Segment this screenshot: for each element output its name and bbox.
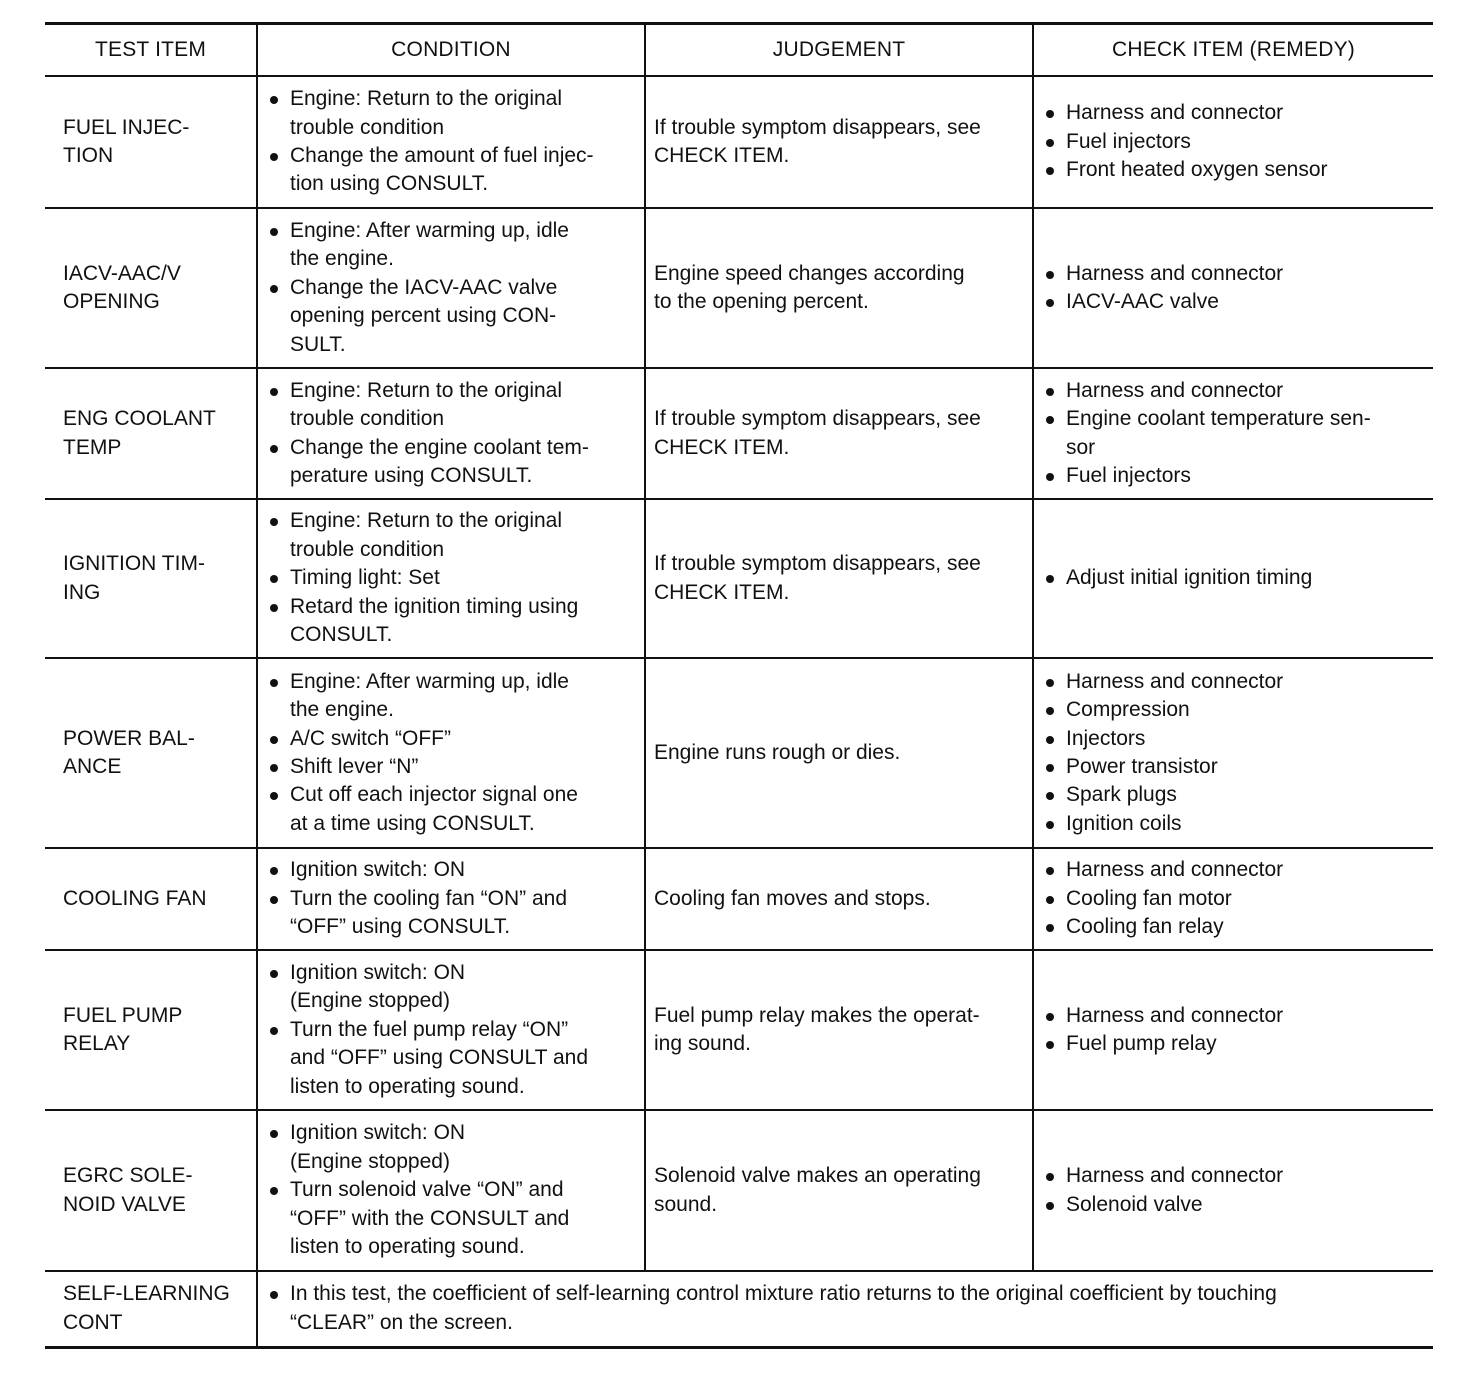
check-item-list xyxy=(1042,260,1425,317)
bullet-item xyxy=(266,1119,636,1176)
bullet-item xyxy=(1042,1162,1425,1190)
test-item-name xyxy=(63,405,248,462)
bullet-text: “OFF” with the CONSULT and xyxy=(290,1206,570,1230)
judgement-text-line: Engine runs rough or dies. xyxy=(654,740,901,764)
bullet-item xyxy=(266,274,636,359)
test-item-cell xyxy=(45,368,257,499)
bullet-item xyxy=(1042,156,1425,184)
bullet-text: Ignition coils xyxy=(1066,811,1182,835)
check-item-cell xyxy=(1033,1110,1433,1271)
bullet-item xyxy=(266,1016,636,1101)
bullet-text: Engine coolant temperature sen- xyxy=(1066,407,1371,431)
bullet-text: In this test, the coefficient of self-learning control mixture ratio returns to the original coefficient by touching xyxy=(290,1282,1277,1306)
test-item-name-line: COOLING FAN xyxy=(63,886,207,910)
bullet-item xyxy=(1042,885,1425,913)
test-item-name-line: IGNITION TIM- xyxy=(63,552,205,576)
judgement-text xyxy=(654,114,1024,171)
bullet-text: Engine: Return to the original xyxy=(290,509,563,533)
bullet-item xyxy=(266,781,636,838)
test-item-cell xyxy=(45,1110,257,1271)
condition-cell xyxy=(257,76,645,208)
bullet-text: at a time using CONSULT. xyxy=(290,811,535,835)
bullet-text: Harness and connector xyxy=(1066,261,1284,285)
bullet-text: tion using CONSULT. xyxy=(290,172,489,196)
bullet-text: SULT. xyxy=(290,332,346,356)
judgement-text xyxy=(654,550,1024,607)
bullet-text: sor xyxy=(1066,435,1096,459)
judgement-text-line: If trouble symptom disappears, see xyxy=(654,115,981,139)
condition-list xyxy=(266,507,636,649)
test-item-name xyxy=(63,1162,248,1219)
judgement-text-line: If trouble symptom disappears, see xyxy=(654,552,981,576)
test-table-page xyxy=(45,22,1433,1349)
bullet-text: Harness and connector xyxy=(1066,858,1284,882)
bullet-text: Shift lever “N” xyxy=(290,755,419,778)
judgement-cell xyxy=(645,76,1033,208)
judgement-text-line: Solenoid valve makes an operating xyxy=(654,1164,981,1188)
bullet-item xyxy=(1042,1191,1425,1219)
judgement-text xyxy=(654,260,1024,317)
check-item-list xyxy=(1042,377,1425,491)
condition-cell xyxy=(257,208,645,368)
check-item-cell xyxy=(1033,368,1433,499)
bullet-text: Change the IACV-AAC valve xyxy=(290,275,558,299)
table-row xyxy=(45,658,1433,848)
bullet-text: Harness and connector xyxy=(1066,1003,1284,1027)
bullet-text: Engine: After warming up, idle xyxy=(290,218,569,242)
bullet-text: listen to operating sound. xyxy=(290,1235,525,1259)
table-row xyxy=(45,1110,1433,1271)
bullet-text: Fuel injectors xyxy=(1066,129,1191,153)
table-row xyxy=(45,950,1433,1110)
judgement-cell xyxy=(645,208,1033,368)
condition-cell xyxy=(257,658,645,848)
self-learning-description-list xyxy=(266,1280,1425,1337)
bullet-text: trouble condition xyxy=(290,537,445,561)
test-item-name-line: FUEL INJEC- xyxy=(63,115,190,139)
bullet-text: Retard the ignition timing using xyxy=(290,594,579,618)
test-item-name-line: TION xyxy=(63,144,114,167)
bullet-text: Change the engine coolant tem- xyxy=(290,435,589,459)
condition-cell xyxy=(257,950,645,1110)
bullet-item xyxy=(1042,260,1425,288)
bullet-text: (Engine stopped) xyxy=(290,1149,450,1173)
bullet-text: Compression xyxy=(1066,698,1190,722)
test-item-cell xyxy=(45,848,257,950)
header-row xyxy=(45,24,1433,77)
test-item-name-line: POWER BAL- xyxy=(63,726,195,750)
bullet-text: A/C switch “OFF” xyxy=(290,726,451,750)
table-row xyxy=(45,848,1433,950)
test-item-name xyxy=(63,885,248,913)
bullet-item xyxy=(266,885,636,942)
judgement-cell xyxy=(645,658,1033,848)
table-row xyxy=(45,368,1433,499)
test-item-cell xyxy=(45,499,257,658)
bullet-item xyxy=(1042,753,1425,781)
header-check-item: CHECK ITEM (REMEDY) xyxy=(1033,24,1433,77)
judgement-text-line: ing sound. xyxy=(654,1032,751,1055)
header-test-item: TEST ITEM xyxy=(45,24,257,77)
judgement-text-line: CHECK ITEM. xyxy=(654,580,790,604)
test-item-name-line: OPENING xyxy=(63,290,160,313)
test-item-name xyxy=(63,725,248,782)
test-item-name xyxy=(63,550,248,607)
test-item-name-line: TEMP xyxy=(63,435,122,459)
check-item-list xyxy=(1042,1162,1425,1219)
judgement-text-line: Engine speed changes according xyxy=(654,261,965,285)
bullet-text: perature using CONSULT. xyxy=(290,463,533,487)
bullet-text: Turn the cooling fan “ON” and xyxy=(290,886,568,910)
test-item-cell xyxy=(45,208,257,368)
bullet-text: “CLEAR” on the screen. xyxy=(290,1310,513,1334)
check-item-cell xyxy=(1033,848,1433,950)
bullet-text: Engine: Return to the original xyxy=(290,87,563,111)
bullet-item xyxy=(1042,405,1425,462)
bullet-text: Change the amount of fuel injec- xyxy=(290,144,594,167)
bullet-text: (Engine stopped) xyxy=(290,989,450,1013)
bullet-text: and “OFF” using CONSULT and xyxy=(290,1046,588,1070)
bullet-item xyxy=(1042,668,1425,696)
table-row xyxy=(45,208,1433,368)
bullet-item xyxy=(266,1280,1425,1337)
bullet-item xyxy=(266,85,636,142)
test-item-name xyxy=(63,1002,248,1059)
table-row xyxy=(45,76,1433,208)
check-item-list xyxy=(1042,1002,1425,1059)
bullet-text: Power transistor xyxy=(1066,755,1218,778)
bullet-text: Front heated oxygen sensor xyxy=(1066,158,1328,182)
judgement-text-line: Cooling fan moves and stops. xyxy=(654,886,931,910)
check-item-cell xyxy=(1033,499,1433,658)
check-item-list xyxy=(1042,564,1425,592)
judgement-text xyxy=(654,405,1024,462)
test-item-name-line: ENG COOLANT xyxy=(63,407,216,431)
bullet-text: Cut off each injector signal one xyxy=(290,783,578,807)
test-item-name-line: EGRC SOLE- xyxy=(63,1164,193,1188)
check-item-cell xyxy=(1033,208,1433,368)
bullet-text: Harness and connector xyxy=(1066,378,1284,402)
bullet-item xyxy=(1042,128,1425,156)
bullet-text: the engine. xyxy=(290,247,394,271)
bullet-text: CONSULT. xyxy=(290,623,393,647)
bullet-text: trouble condition xyxy=(290,407,445,431)
condition-list xyxy=(266,1119,636,1261)
test-item-cell xyxy=(45,658,257,848)
judgement-text xyxy=(654,1002,1024,1059)
condition-cell xyxy=(257,499,645,658)
test-item-cell xyxy=(45,1271,257,1347)
bullet-item xyxy=(266,753,636,781)
bullet-item xyxy=(1042,856,1425,884)
bullet-item xyxy=(1042,462,1425,490)
bullet-text: opening percent using CON- xyxy=(290,304,557,328)
test-item-name-line: CONT xyxy=(63,1310,123,1334)
bullet-text: Solenoid valve xyxy=(1066,1192,1203,1216)
bullet-item xyxy=(266,434,636,491)
bullet-text: Timing light: Set xyxy=(290,566,440,590)
check-item-list xyxy=(1042,668,1425,838)
bullet-text: Turn the fuel pump relay “ON” xyxy=(290,1017,569,1041)
table-row xyxy=(45,1271,1433,1347)
test-item-name-line: ING xyxy=(63,580,101,604)
check-item-cell xyxy=(1033,76,1433,208)
condition-list xyxy=(266,856,636,941)
bullet-text: trouble condition xyxy=(290,115,445,139)
bullet-text: Injectors xyxy=(1066,726,1146,750)
test-item-name xyxy=(63,1280,248,1337)
bullet-item xyxy=(266,377,636,434)
bullet-item xyxy=(1042,377,1425,405)
bullet-item xyxy=(1042,1002,1425,1030)
bullet-item xyxy=(1042,781,1425,809)
bullet-text: Engine: After warming up, idle xyxy=(290,669,569,693)
bullet-item xyxy=(266,593,636,650)
bullet-item xyxy=(266,959,636,1016)
bullet-item xyxy=(1042,696,1425,724)
judgement-cell xyxy=(645,499,1033,658)
bullet-text: Adjust initial ignition timing xyxy=(1066,566,1313,590)
bullet-text: the engine. xyxy=(290,698,394,722)
bullet-text: listen to operating sound. xyxy=(290,1074,525,1098)
header-judgement: JUDGEMENT xyxy=(645,24,1033,77)
bullet-text: Engine: Return to the original xyxy=(290,378,563,402)
bullet-text: Harness and connector xyxy=(1066,1164,1284,1188)
test-item-name-line: RELAY xyxy=(63,1032,131,1055)
active-test-table xyxy=(45,22,1433,1349)
bullet-item xyxy=(266,725,636,753)
check-item-list xyxy=(1042,856,1425,941)
test-item-name-line: SELF-LEARNING xyxy=(63,1282,230,1306)
condition-list xyxy=(266,377,636,491)
bullet-text: Ignition switch: ON xyxy=(290,858,466,882)
test-item-name-line: FUEL PUMP xyxy=(63,1003,183,1027)
header-condition: CONDITION xyxy=(257,24,645,77)
judgement-cell xyxy=(645,950,1033,1110)
test-item-name-line: ANCE xyxy=(63,755,122,778)
bullet-item xyxy=(1042,913,1425,941)
condition-list xyxy=(266,217,636,359)
bullet-item xyxy=(266,856,636,884)
judgement-cell xyxy=(645,368,1033,499)
self-learning-description-cell xyxy=(257,1271,1433,1347)
bullet-text: Spark plugs xyxy=(1066,783,1177,807)
bullet-item xyxy=(1042,725,1425,753)
judgement-text-line: CHECK ITEM. xyxy=(654,144,790,167)
check-item-cell xyxy=(1033,950,1433,1110)
bullet-text: Ignition switch: ON xyxy=(290,960,466,984)
judgement-text-line: If trouble symptom disappears, see xyxy=(654,407,981,431)
judgement-text xyxy=(654,885,1024,913)
bullet-text: Fuel injectors xyxy=(1066,463,1191,487)
table-body xyxy=(45,76,1433,1347)
bullet-text: Cooling fan relay xyxy=(1066,915,1224,939)
condition-list xyxy=(266,668,636,838)
judgement-text-line: to the opening percent. xyxy=(654,290,869,313)
condition-cell xyxy=(257,368,645,499)
bullet-item xyxy=(1042,1030,1425,1058)
bullet-item xyxy=(1042,288,1425,316)
bullet-text: “OFF” using CONSULT. xyxy=(290,915,511,939)
test-item-cell xyxy=(45,950,257,1110)
check-item-list xyxy=(1042,99,1425,184)
judgement-cell xyxy=(645,1110,1033,1271)
test-item-name xyxy=(63,114,248,171)
bullet-item xyxy=(1042,99,1425,127)
judgement-cell xyxy=(645,848,1033,950)
judgement-text xyxy=(654,739,1024,767)
bullet-text: IACV-AAC valve xyxy=(1066,290,1219,313)
judgement-text-line: sound. xyxy=(654,1192,718,1216)
judgement-text-line: CHECK ITEM. xyxy=(654,435,790,459)
bullet-text: Cooling fan motor xyxy=(1066,886,1232,910)
bullet-item xyxy=(266,1176,636,1261)
bullet-item xyxy=(266,564,636,592)
judgement-text xyxy=(654,1162,1024,1219)
bullet-item xyxy=(266,507,636,564)
bullet-text: Harness and connector xyxy=(1066,101,1284,125)
bullet-item xyxy=(266,142,636,199)
test-item-name-line: NOID VALVE xyxy=(63,1192,186,1216)
bullet-item xyxy=(1042,810,1425,838)
bullet-text: Turn solenoid valve “ON” and xyxy=(290,1178,564,1202)
check-item-cell xyxy=(1033,658,1433,848)
table-row xyxy=(45,499,1433,658)
test-item-name xyxy=(63,260,248,317)
condition-cell xyxy=(257,848,645,950)
bullet-item xyxy=(266,668,636,725)
test-item-name-line: IACV-AAC/V xyxy=(63,261,181,285)
bullet-item xyxy=(266,217,636,274)
bullet-text: Harness and connector xyxy=(1066,669,1284,693)
bullet-item xyxy=(1042,564,1425,592)
condition-cell xyxy=(257,1110,645,1271)
condition-list xyxy=(266,85,636,199)
test-item-cell xyxy=(45,76,257,208)
condition-list xyxy=(266,959,636,1101)
judgement-text-line: Fuel pump relay makes the operat- xyxy=(654,1003,980,1027)
bullet-text: Fuel pump relay xyxy=(1066,1032,1217,1055)
bullet-text: Ignition switch: ON xyxy=(290,1121,466,1145)
